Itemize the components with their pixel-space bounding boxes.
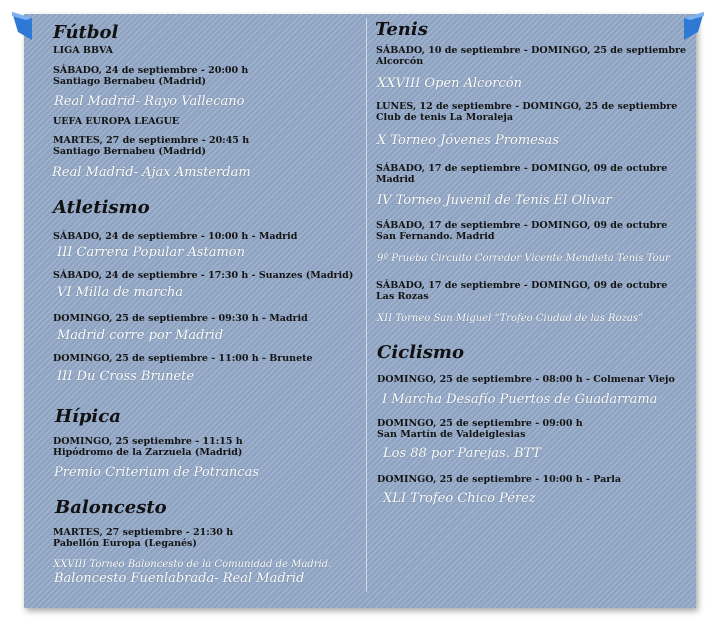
event-date-ciclismo-2: DOMINGO, 25 de septiembre - 09:00 h San Martín de Valdeiglesias bbox=[377, 418, 583, 440]
event-date-atletismo-1: SÁBADO, 24 de septiembre - 10:00 h - Madrid bbox=[53, 231, 298, 242]
event-name-baloncesto-1: XXVIII Torneo Baloncesto de la Comunidad de Madrid. bbox=[53, 559, 332, 570]
event-name-atletismo-1: III Carrera Popular Astamon bbox=[57, 245, 246, 260]
section-title-baloncesto: Baloncesto bbox=[55, 497, 167, 518]
event-date-tenis-1: SÁBADO, 10 de septiembre - DOMINGO, 25 de septiembre Alcorcón bbox=[376, 45, 687, 67]
left-corner-tab-icon bbox=[12, 10, 32, 40]
event-name-tenis-1: XXVIII Open Alcorcón bbox=[377, 76, 522, 91]
event-name-tenis-5: XII Torneo San Miguel “Trofeo Ciudad de las Rozas” bbox=[377, 313, 644, 324]
event-name-ciclismo-1: I Marcha Desafío Puertos de Guadarrama bbox=[382, 392, 658, 407]
event-date-tenis-3: SÁBADO, 17 de septiembre - DOMINGO, 09 de octubre Madrid bbox=[376, 163, 668, 185]
event-name-futbol-1: Real Madrid- Rayo Vallecano bbox=[54, 94, 245, 109]
section-title-tenis: Tenis bbox=[375, 19, 428, 40]
column-divider bbox=[366, 18, 367, 592]
event-date-baloncesto-1: MARTES, 27 septiembre - 21:30 h Pabellón Europa (Leganés) bbox=[53, 527, 234, 549]
event-name-tenis-4: 9ª Prueba Circuito Corredor Vicente Mendieta Tenis Tour bbox=[377, 253, 670, 264]
competition-label-liga: LIGA BBVA bbox=[53, 45, 113, 56]
event-date-atletismo-2: SÁBADO, 24 de septiembre - 17:30 h - Suanzes (Madrid) bbox=[53, 270, 354, 281]
event-name-tenis-3: IV Torneo Juvenil de Tenis El Olivar bbox=[377, 193, 612, 208]
event-date-ciclismo-1: DOMINGO, 25 de septiembre - 08:00 h - Colmenar Viejo bbox=[377, 374, 675, 385]
event-name-ciclismo-2: Los 88 por Parejas. BTT bbox=[383, 446, 542, 461]
event-date-tenis-5: SÁBADO, 17 de septiembre - DOMINGO, 09 de octubre Las Rozas bbox=[376, 280, 668, 302]
event-date-tenis-4: SÁBADO, 17 de septiembre - DOMINGO, 09 de octubre San Fernando. Madrid bbox=[376, 220, 668, 242]
event-name-futbol-2: Real Madrid- Ajax Amsterdam bbox=[52, 165, 251, 180]
event-name-ciclismo-3: XLI Trofeo Chico Pérez bbox=[383, 491, 536, 506]
section-title-futbol: Fútbol bbox=[53, 22, 119, 43]
event-name-atletismo-4: III Du Cross Brunete bbox=[57, 369, 195, 384]
event-date-futbol-1: SÁBADO, 24 de septiembre - 20:00 h Santiago Bernabeu (Madrid) bbox=[53, 65, 249, 87]
competition-label-uefa: UEFA EUROPA LEAGUE bbox=[53, 116, 180, 127]
event-date-ciclismo-3: DOMINGO, 25 de septiembre - 10:00 h - Parla bbox=[377, 474, 622, 485]
section-title-ciclismo: Ciclismo bbox=[377, 342, 464, 363]
event-date-tenis-2: LUNES, 12 de septiembre - DOMINGO, 25 de septiembre Club de tenis La Moraleja bbox=[376, 101, 678, 123]
section-title-hipica: Hípica bbox=[55, 406, 121, 427]
event-name-baloncesto-2: Baloncesto Fuenlabrada- Real Madrid bbox=[54, 571, 305, 586]
event-name-atletismo-2: VI Milla de marcha bbox=[57, 285, 184, 300]
event-date-atletismo-3: DOMINGO, 25 de septiembre - 09:30 h - Madrid bbox=[53, 313, 308, 324]
event-name-hipica-1: Premio Criterium de Potrancas bbox=[54, 465, 259, 480]
right-corner-tab-icon bbox=[684, 10, 704, 40]
event-name-atletismo-3: Madrid corre por Madrid bbox=[57, 328, 224, 343]
event-date-futbol-2: MARTES, 27 de septiembre - 20:45 h Santiago Bernabeu (Madrid) bbox=[53, 135, 250, 157]
event-name-tenis-2: X Torneo Jóvenes Promesas bbox=[377, 133, 559, 148]
event-date-hipica-1: DOMINGO, 25 septiembre - 11:15 h Hipódromo de la Zarzuela (Madrid) bbox=[53, 436, 243, 458]
section-title-atletismo: Atletismo bbox=[53, 197, 150, 218]
event-date-atletismo-4: DOMINGO, 25 de septiembre - 11:00 h - Brunete bbox=[53, 353, 313, 364]
